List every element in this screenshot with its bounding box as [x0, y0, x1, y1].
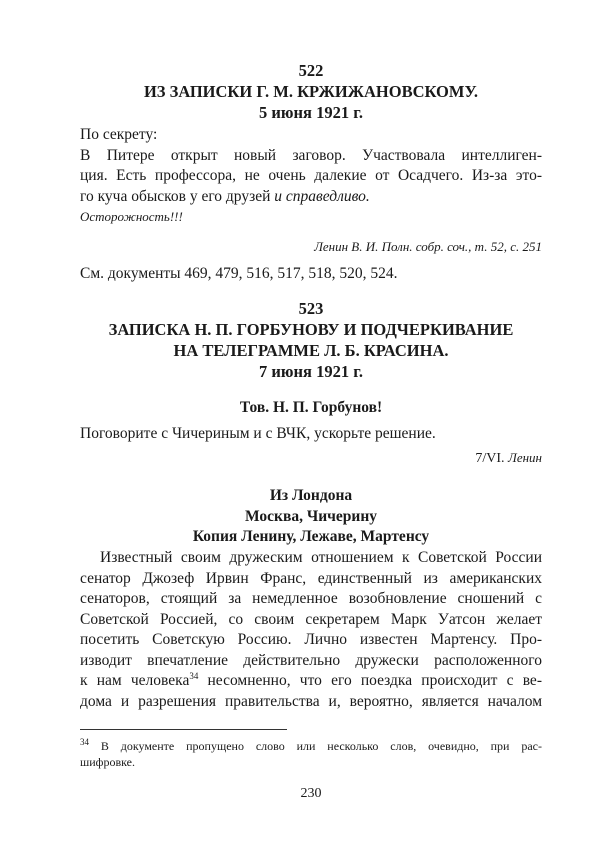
doc522-body-last-plain: го куча обысков у его друзей: [80, 187, 275, 205]
telegram-body: [80, 548, 542, 712]
doc523-sign-name: Ленин: [508, 450, 542, 465]
doc522-source: Ленин В. И. Полн. собр. соч., т. 52, с. 251: [314, 239, 542, 254]
footnote: [80, 738, 542, 770]
telegram-header: [80, 486, 542, 548]
telegram-line: сенатор Джозеф Ирвин Франс, единственный из американских: [80, 569, 542, 587]
telegram-line: сенаторов, стоящий за немедленное возобновление сношений с: [80, 590, 542, 607]
doc522-caution: Осторожность!!!: [80, 209, 183, 224]
telegram-line: к нам человека$^{34}$ несомненно, что его поездка происходит с ве-: [80, 670, 542, 689]
doc522-number: 522: [298, 61, 324, 80]
doc522-body-last-italic: и справедливо.: [274, 187, 370, 205]
footnote-text-line2: шифровке.: [80, 755, 135, 769]
doc523-addressee: Тов. Н. П. Горбунов!: [239, 399, 383, 416]
doc522-body: [80, 125, 542, 207]
telegram-line: Советской Россией, со своим секретарем Марк Уатсон желает: [80, 610, 542, 628]
doc522-body-line: В Питере открыт новый заговор. Участвовала интеллиген-: [80, 146, 542, 164]
footnote-marker: 34: [80, 737, 89, 747]
doc522-heading: [80, 60, 542, 123]
footnote-ref: 34: [189, 670, 199, 681]
doc523-note: Поговорите с Чичериным и с ВЧК, ускорьте решение.: [80, 425, 436, 442]
telegram-from: Из Лондона: [269, 487, 353, 504]
doc522-see-also: См. документы 469, 479, 516, 517, 518, 520, 524.: [80, 265, 398, 282]
doc523-number: 523: [298, 299, 324, 318]
doc523-title-line1: ЗАПИСКА Н. П. ГОРБУНОВУ И ПОДЧЕРКИВАНИЕ: [108, 320, 514, 339]
doc523-title-line2: НА ТЕЛЕГРАММЕ Л. Б. КРАСИНА.: [173, 341, 449, 360]
doc522-date: 5 июня 1921 г.: [259, 103, 363, 122]
doc523-date: 7 июня 1921 г.: [259, 362, 363, 381]
doc522-lead: По секрету:: [80, 126, 158, 143]
doc523-signature: [80, 448, 542, 469]
doc522-body-line: [80, 187, 542, 208]
page-number: 230: [300, 786, 322, 801]
telegram-line: изводит впечатление действительно дружески расположенного: [80, 651, 542, 669]
doc523-heading: [80, 298, 542, 382]
footnote-text: В документе пропущено слово или несколько слов, очевидно, при рас-: [89, 739, 542, 753]
telegram-line: посетить Советскую Россию. Лично известен Мартенсу. Про-: [80, 631, 542, 648]
doc523-sign-date: 7/VI.: [475, 451, 509, 466]
doc522-body-line: ция. Есть профессора, не очень далекие от Осадчего. Из-за это-: [80, 167, 542, 184]
telegram-line: дома и разрешения правительства и, вероятно, является началом: [80, 692, 542, 710]
footnote-rule: [80, 729, 287, 730]
telegram-copy: Копия Ленину, Лежаве, Мартенсу: [192, 528, 430, 545]
doc522-title: ИЗ ЗАПИСКИ Г. М. КРЖИЖАНОВСКОМУ.: [143, 82, 479, 101]
telegram-to: Москва, Чичерину: [244, 507, 377, 525]
telegram-line: Известный своим дружеским отношением к Советской России: [100, 549, 542, 566]
